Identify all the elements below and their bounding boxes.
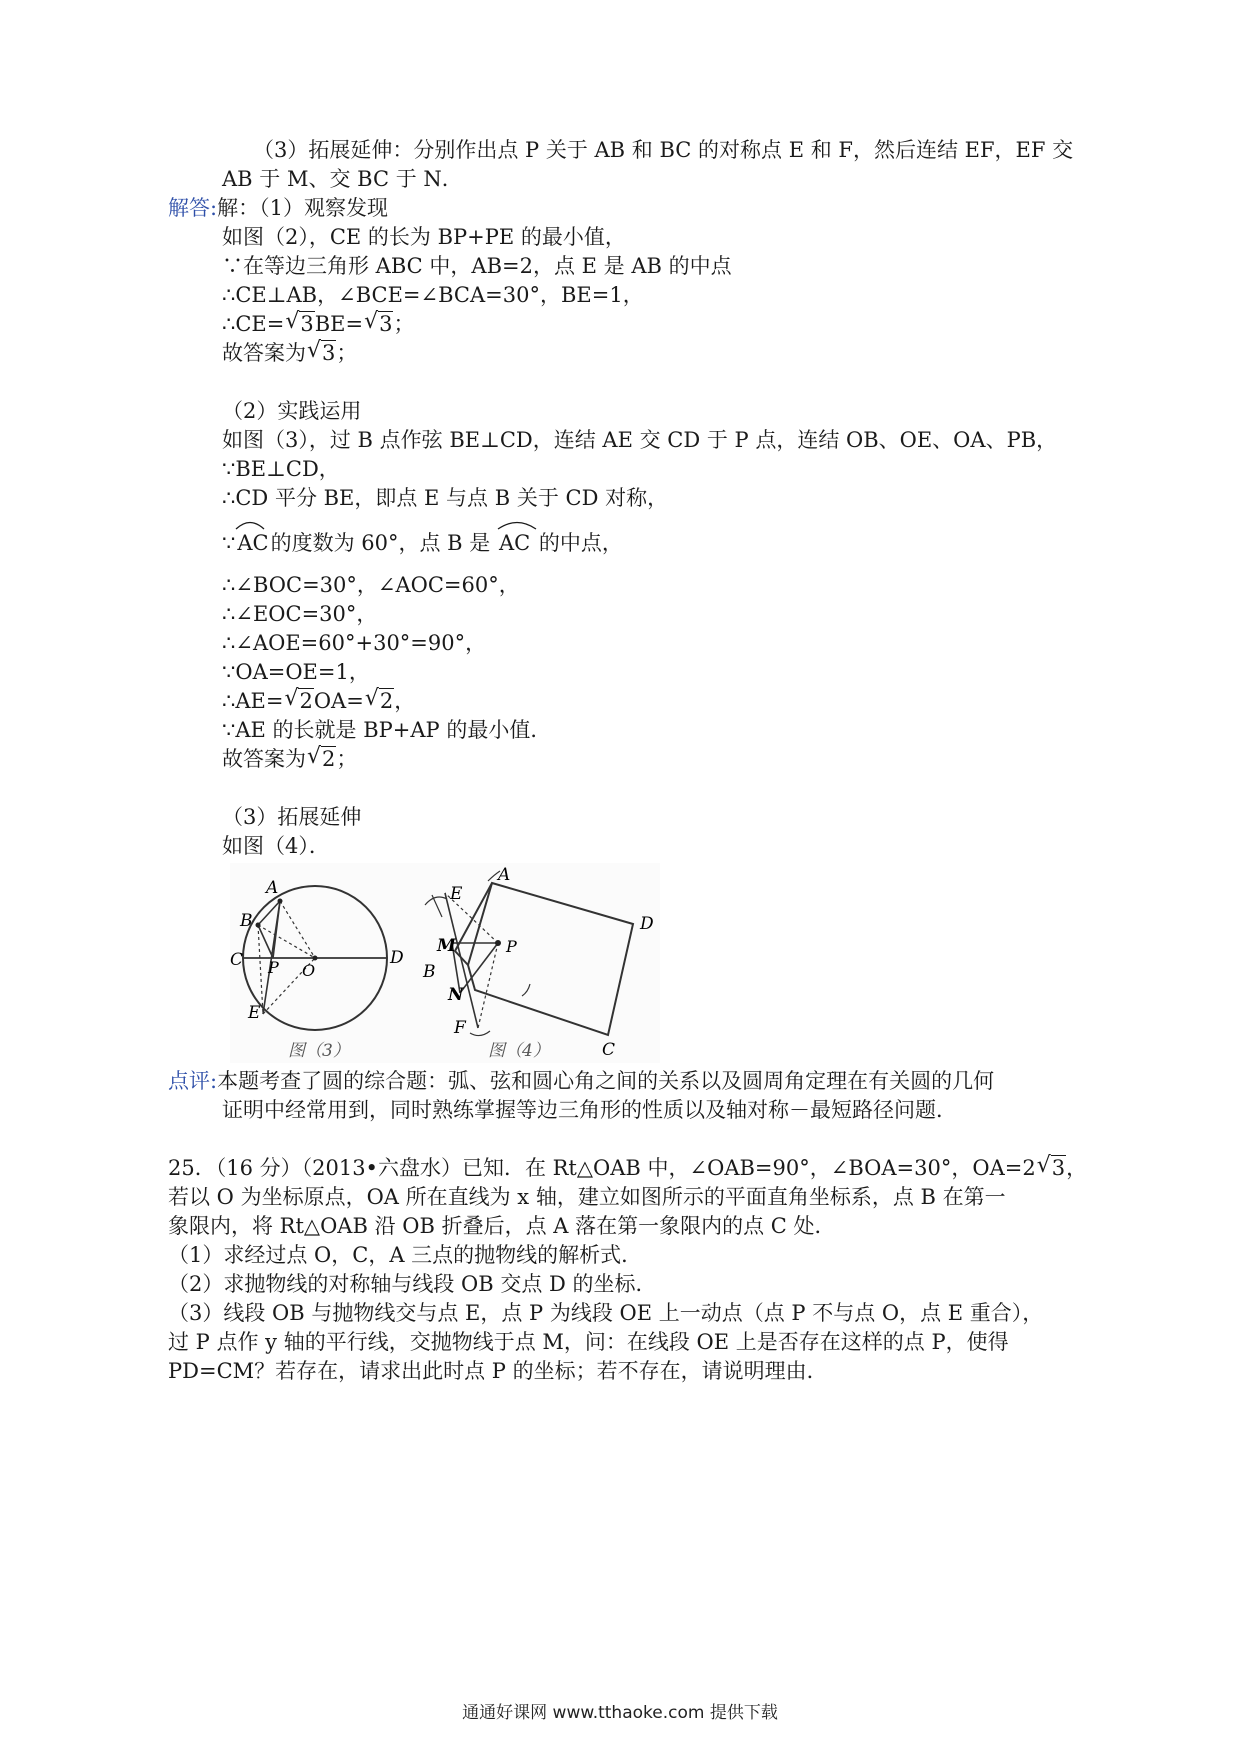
fig3-label: O xyxy=(302,961,316,980)
fig3-caption: 图（3） xyxy=(288,1041,350,1061)
eq-text: ； xyxy=(393,312,415,336)
sqrt-3: √ 3 xyxy=(307,338,336,368)
answer-line: ∴∠AOE=60°+30°=90°， xyxy=(222,631,487,655)
fig4-label: D xyxy=(640,914,654,934)
eq-text: ， xyxy=(1066,1156,1088,1180)
sqrt-3: √ 3 xyxy=(285,309,314,339)
comment-line-1: 本题考查了圆的综合题：弧、弦和圆心角之间的关系以及圆周角定理在有关圆的几何 xyxy=(217,1069,995,1093)
fig3-label: A xyxy=(266,878,279,898)
answer-block xyxy=(168,193,388,223)
figures xyxy=(230,863,660,1063)
ae-equation xyxy=(222,686,415,716)
fig4-label: E xyxy=(450,884,463,904)
fig3-label: D xyxy=(390,948,404,968)
fig4-caption: 图（4） xyxy=(488,1041,550,1061)
fig4-label: F xyxy=(454,1018,466,1038)
eq-text: 25．（16 分）（2013•六盘水）已知．在 Rt△OAB 中，∠OAB=90°，∠BOA=30°，OA= xyxy=(168,1156,1023,1180)
answer-line: 如图（4）． xyxy=(222,834,330,858)
fig3-label: E xyxy=(248,1003,261,1023)
answer-tag: 解答: xyxy=(168,196,218,220)
fig4-label: M xyxy=(437,936,456,956)
fig3-label: B xyxy=(240,911,253,931)
fig4-label: A xyxy=(498,865,511,885)
comment-block xyxy=(168,1066,994,1096)
part3-head: （3）拓展延伸 xyxy=(222,805,362,829)
comment-tag: 点评: xyxy=(168,1069,218,1093)
q25-line-1 xyxy=(168,1153,1087,1183)
answer-line: ∴∠EOC=30°， xyxy=(222,602,378,626)
answer-line: ∴∠BOC=30°，∠AOC=60°， xyxy=(222,573,520,597)
eq-text: 故答案为 xyxy=(222,747,306,771)
answer-line: 如图（2），CE 的长为 BP+PE 的最小值， xyxy=(222,225,626,249)
eq-text: ， xyxy=(394,689,416,713)
arc-line xyxy=(222,528,623,558)
q25-sub-3-line-3: PD=CM？若存在，请求出此时点 P 的坐标；若不存在，请说明理由． xyxy=(168,1359,828,1383)
answer-head: 解：（1）观察发现 xyxy=(217,196,388,220)
answer-line: ∵OA=OE=1， xyxy=(222,660,370,684)
arc-ac: AC xyxy=(497,528,532,558)
answer-1-result xyxy=(222,338,357,368)
answer-line: ∴CE⊥AB，∠BCE=∠BCA=30°，BE=1， xyxy=(222,283,644,307)
q25-line-2: 若以 O 为坐标原点，OA 所在直线为 x 轴，建立如图所示的平面直角坐标系，点 B 在第一 xyxy=(168,1185,1006,1209)
page-footer: 通通好课网 www.tthaoke.com 提供下载 xyxy=(462,1703,778,1723)
arc-ac: AC xyxy=(235,528,270,558)
answer-2-result xyxy=(222,744,357,774)
q25-sub-1: （1）求经过点 O，C，A 三点的抛物线的解析式． xyxy=(168,1243,643,1267)
q25-sub-3-line-1: （3）线段 OB 与抛物线交与点 E，点 P 为线段 OE 上一动点（点 P 不与点 O，点 E 重合）， xyxy=(168,1301,1044,1325)
eq-text: 2 xyxy=(1022,1156,1036,1180)
fig4-label: P xyxy=(506,937,517,956)
sqrt-3: √ 3 xyxy=(364,309,393,339)
eq-text: 故答案为 xyxy=(222,341,306,365)
eq-text: BE= xyxy=(314,312,364,336)
comment-line-2: 证明中经常用到，同时熟练掌握等边三角形的性质以及轴对称－最短路径问题． xyxy=(222,1098,957,1122)
q25-line-3: 象限内，将 Rt△OAB 沿 OB 折叠后，点 A 落在第一象限内的点 C 处． xyxy=(168,1214,836,1238)
intro-line-2: AB 于 M、交 BC 于 N． xyxy=(222,167,463,191)
fig4-label: C xyxy=(602,1040,616,1060)
answer-line: ∵在等边三角形 ABC 中，AB=2，点 E 是 AB 的中点 xyxy=(222,254,732,278)
eq-text: 的中点， xyxy=(532,531,623,555)
sqrt-3: √ 3 xyxy=(1037,1153,1066,1183)
eq-text: ∴CE= xyxy=(222,312,285,336)
answer-line: ∵BE⊥CD， xyxy=(222,457,340,481)
eq-text: ∴AE= xyxy=(222,689,284,713)
answer-line: ∴CD 平分 BE，即点 E 与点 B 关于 CD 对称， xyxy=(222,486,669,510)
q25-sub-3-line-2: 过 P 点作 y 轴的平行线，交抛物线于点 M，问：在线段 OE 上是否存在这样的点 P，使得 xyxy=(168,1330,1009,1354)
eq-text: 的度数为 60°，点 B 是 xyxy=(270,531,491,555)
fig3-label: P xyxy=(268,958,279,977)
intro-line-1: （3）拓展延伸：分别作出点 P 关于 AB 和 BC 的对称点 E 和 F，然后连结 EF，EF 交 xyxy=(253,138,1074,162)
sqrt-2: √ 2 xyxy=(284,686,313,716)
eq-text: ； xyxy=(336,747,358,771)
sqrt-2: √ 2 xyxy=(365,686,394,716)
answer-line: ∵AE 的长就是 BP+AP 的最小值． xyxy=(222,718,552,742)
eq-text: OA= xyxy=(313,689,364,713)
fig4-label: N xyxy=(448,985,464,1005)
fig4-label: B xyxy=(423,962,436,982)
answer-line: 如图（3），过 B 点作弦 BE⊥CD，连结 AE 交 CD 于 P 点，连结 OB、OE、OA、PB， xyxy=(222,428,1058,452)
eq-text: ∵ xyxy=(222,531,236,555)
sqrt-2: √ 2 xyxy=(307,744,336,774)
eq-text: ； xyxy=(336,341,358,365)
q25-sub-2: （2）求抛物线的对称轴与线段 OB 交点 D 的坐标． xyxy=(168,1272,657,1296)
part2-head: （2）实践运用 xyxy=(222,399,362,423)
ce-equation xyxy=(222,309,414,339)
fig3-label: C xyxy=(230,950,244,970)
